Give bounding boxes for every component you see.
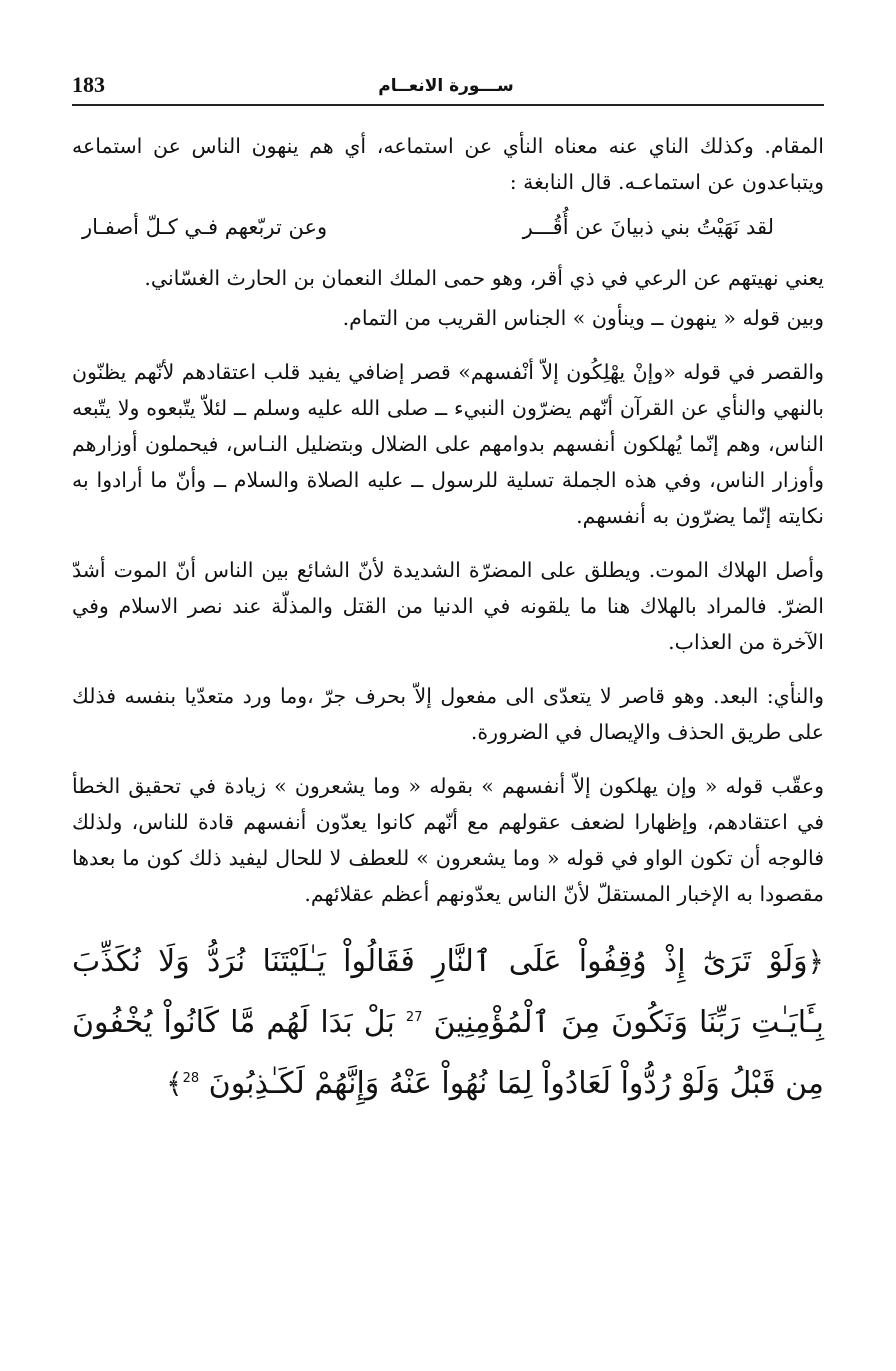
header-divider bbox=[72, 104, 824, 106]
page-number: 183 bbox=[72, 72, 105, 97]
poem-verse bbox=[72, 208, 824, 246]
page-header bbox=[72, 68, 820, 102]
page-body bbox=[72, 128, 824, 1112]
ayah-number-28: 28 bbox=[182, 1071, 200, 1086]
paragraph: وأصل الهلاك الموت. ويطلق على المضرّة الشديدة لأنّ الشائع بين الناس أنّ الموت أشدّ الضرّ. فالمراد بالهلاك هنا ما يلقونه في الدنيا من القتل والمذلّة عند نصر الاسلام وفي الآخرة من العذاب. bbox=[72, 558, 824, 654]
ayah-number-27: 27 bbox=[405, 1010, 423, 1025]
paragraph: وعقّب قوله « وإن يهلكون إلاّ أنفسهم » بقوله « وما يشعرون » زيادة في تحقيق الخطأ في اعتقادهم، وإظهارا لضعف عقولهم مع أنّهم كانوا يعدّون أنفسهم قادة للناس، ولذلك فالوجه أن تكون الواو في قوله « وما يشعرون » للعطف لا للحال ليفيد ذلك كون ما بعدها مقصودا به الإخبار المستقلّ لأنّ الناس يعدّونهم أعظم عقلائهم. bbox=[72, 774, 824, 906]
paragraph: وبين قوله « ينهون ــ وينأون » الجناس القريب من التمام. bbox=[342, 306, 824, 330]
poem-second-hemistich: وعن تربّعهم فـي كـلّ أصفـار bbox=[82, 215, 328, 239]
paragraph: والنأي: البعد. وهو قاصر لا يتعدّى الى مفعول إلاّ بحرف جرّ ،وما ورد متعدّيا بنفسه فذلك على طريق الحذف والإيصال في الضرورة. bbox=[72, 684, 824, 744]
paragraph: والقصر في قوله «وإنْ يهْلِكُون إلاّ أنْفسهم» قصر إضافي يفيد قلب اعتقادهم لأنّهم يظنّون بالنهي والنأي عن القرآن أنّهم يضرّون النبيء ــ صلى الله عليه وسلم ــ لئلاّ يتّبعوه ولا يتّبعه الناس، وهم إنّما يُهلكون أنفسهم بدوامهم على الضلال وبتضليل النـاس، فيحملون أوزارهم وأوزار الناس، وفي هذه الجملة تسلية للرسول ــ عليه الصلاة والسلام ــ وأنّ ما أرادوا به نكايته إنّما يضرّون به أنفسهم. bbox=[72, 360, 824, 528]
poem-first-hemistich: لقد نَهَيْتُ بني ذبيانَ عن أُقُـــر bbox=[522, 215, 774, 239]
quran-close-bracket: ﴾ bbox=[166, 1067, 183, 1100]
quran-verses bbox=[72, 934, 824, 1112]
quran-open-bracket: ﴿ bbox=[807, 945, 824, 978]
paragraph: يعني نهيتهم عن الرعي في ذي أقر، وهو حمى الملك النعمان بن الحارث الغسّاني. bbox=[144, 266, 824, 290]
quran-verse-28: بَلْ بَدَا لَهُم مَّا كَانُواْ يُخْفُونَ مِن قَبْلُ وَلَوْ رُدُّواْ لَعَادُواْ لِمَا نُهُواْ عَنْهُ وَإِنَّهُمْ لَكَـٰذِبُونَ bbox=[72, 1005, 824, 1101]
surah-title: ســـورة الانعــام bbox=[378, 76, 514, 96]
quran-verse-27: وَلَوْ تَرَىٰٓ إِذْ وُقِفُواْ عَلَى ٱلنَّارِ فَقَالُواْ يَـٰلَيْتَنَا نُرَدُّ وَلَا نُكَذِّبَ بِـَٔايَـٰتِ رَبِّنَا وَنَكُونَ مِنَ ٱلْمُؤْمِنِينَ bbox=[72, 944, 824, 1040]
paragraph: المقام. وكذلك الناي عنه معناه النأي عن استماعه، أي هم ينهون الناس عن استماعه ويتباعدون عن استماعـه. قال النابغة : bbox=[72, 134, 824, 194]
